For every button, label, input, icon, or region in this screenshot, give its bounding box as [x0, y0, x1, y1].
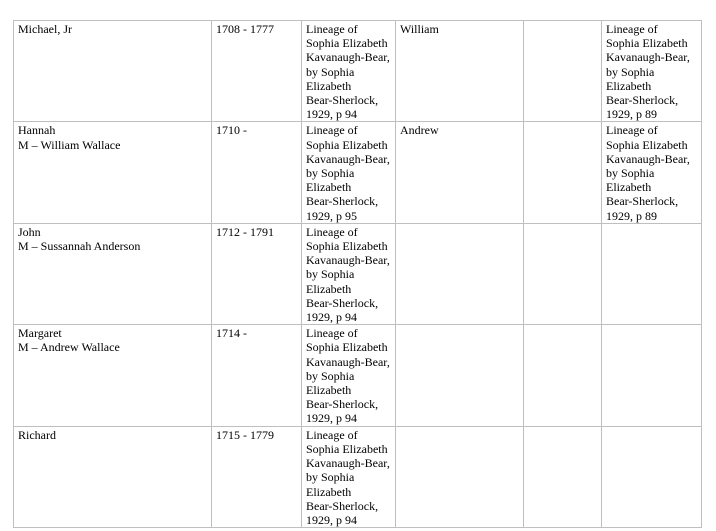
source-line: Sophia Elizabeth	[306, 36, 388, 51]
source-line: Lineage of	[306, 224, 358, 239]
table-row	[14, 122, 702, 223]
source-line: Elizabeth	[306, 383, 352, 398]
extra-cell	[524, 122, 602, 223]
name-cell	[14, 426, 212, 527]
source-line: Elizabeth	[306, 78, 352, 93]
source2-line: 1929, p 89	[606, 107, 657, 122]
source2-cell	[602, 426, 702, 527]
source-line: Sophia Elizabeth	[306, 340, 388, 355]
table-row	[14, 223, 702, 324]
source2-line: Kavanaugh-Bear,	[606, 151, 690, 166]
source-line: Kavanaugh-Bear,	[306, 151, 390, 166]
source2-line: Sophia Elizabeth	[606, 137, 688, 152]
source2-line: 1929, p 89	[606, 208, 657, 223]
source-line: by Sophia	[306, 166, 355, 181]
spouse-name: M – Sussannah Anderson	[18, 239, 141, 254]
source-cell	[302, 426, 396, 527]
life-years: 1710 -	[216, 123, 247, 138]
source2-line: Lineage of	[606, 22, 658, 36]
child-name: Andrew	[400, 123, 439, 138]
child-name: William	[400, 22, 439, 36]
source-line: 1929, p 94	[306, 107, 357, 122]
source2-line: Lineage of	[606, 123, 658, 138]
source-cell	[302, 325, 396, 426]
source-line: by Sophia	[306, 470, 355, 485]
years-cell	[212, 21, 302, 122]
source2-line: by Sophia	[606, 166, 655, 181]
source-line: by Sophia	[306, 267, 355, 282]
child-cell	[396, 426, 524, 527]
source-line: by Sophia	[306, 368, 355, 383]
source-line: Lineage of	[306, 326, 358, 341]
source-line: by Sophia	[306, 64, 355, 79]
person-name: Margaret	[18, 326, 62, 341]
life-years: 1712 - 1791	[216, 224, 274, 239]
source2-line: by Sophia	[606, 64, 655, 79]
source-cell	[302, 223, 396, 324]
source-line: Bear-Sherlock,	[306, 498, 379, 513]
source2-line: Bear-Sherlock,	[606, 194, 679, 209]
source-line: Kavanaugh-Bear,	[306, 354, 390, 369]
source-line: 1929, p 94	[306, 310, 357, 325]
source-line: Bear-Sherlock,	[306, 295, 379, 310]
source2-cell	[602, 21, 702, 122]
source-line: Lineage of	[306, 427, 358, 442]
name-cell	[14, 122, 212, 223]
source-cell	[302, 21, 396, 122]
table-row	[14, 325, 702, 426]
years-cell	[212, 122, 302, 223]
life-years: 1715 - 1779	[216, 427, 274, 442]
child-cell	[396, 122, 524, 223]
table-row	[14, 426, 702, 527]
table-row	[14, 21, 702, 122]
child-cell	[396, 223, 524, 324]
source2-line: Elizabeth	[606, 78, 652, 93]
source-line: Bear-Sherlock,	[306, 93, 379, 108]
person-name: Richard	[18, 427, 56, 442]
source2-cell	[602, 223, 702, 324]
source-line: Sophia Elizabeth	[306, 137, 388, 152]
years-cell	[212, 223, 302, 324]
source-line: Bear-Sherlock,	[306, 194, 379, 209]
source2-cell	[602, 122, 702, 223]
genealogy-table	[13, 20, 702, 528]
source-line: Kavanaugh-Bear,	[306, 456, 390, 471]
extra-cell	[524, 426, 602, 527]
source2-line: Sophia Elizabeth	[606, 36, 688, 51]
years-cell	[212, 426, 302, 527]
spouse-name: M – William Wallace	[18, 137, 121, 152]
name-cell	[14, 21, 212, 122]
source-line: 1929, p 94	[306, 512, 357, 527]
extra-cell	[524, 325, 602, 426]
extra-cell	[524, 21, 602, 122]
person-name: John	[18, 224, 41, 239]
source-line: Bear-Sherlock,	[306, 397, 379, 412]
name-cell	[14, 223, 212, 324]
spouse-name: M – Andrew Wallace	[18, 340, 120, 355]
name-cell	[14, 325, 212, 426]
source-line: 1929, p 94	[306, 411, 357, 426]
source-line: Lineage of	[306, 22, 358, 36]
years-cell	[212, 325, 302, 426]
life-years: 1708 - 1777	[216, 22, 274, 36]
source-line: Kavanaugh-Bear,	[306, 253, 390, 268]
child-cell	[396, 325, 524, 426]
person-name: Hannah	[18, 123, 56, 138]
source-line: Elizabeth	[306, 281, 352, 296]
source2-line: Kavanaugh-Bear,	[606, 50, 690, 65]
source-line: Elizabeth	[306, 484, 352, 499]
source-line: Sophia Elizabeth	[306, 239, 388, 254]
source-cell	[302, 122, 396, 223]
source2-cell	[602, 325, 702, 426]
extra-cell	[524, 223, 602, 324]
source-line: Sophia Elizabeth	[306, 441, 388, 456]
source2-line: Bear-Sherlock,	[606, 93, 679, 108]
source-line: 1929, p 95	[306, 208, 357, 223]
source-line: Kavanaugh-Bear,	[306, 50, 390, 65]
life-years: 1714 -	[216, 326, 247, 341]
source2-line: Elizabeth	[606, 180, 652, 195]
child-cell	[396, 21, 524, 122]
source-line: Elizabeth	[306, 180, 352, 195]
source-line: Lineage of	[306, 123, 358, 138]
person-name: Michael, Jr	[18, 22, 72, 36]
